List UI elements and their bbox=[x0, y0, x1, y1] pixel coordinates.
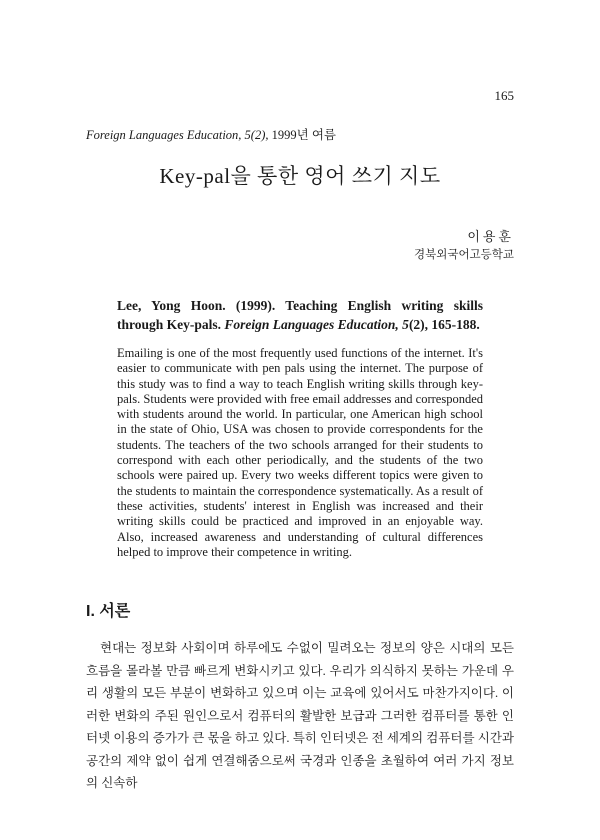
author-name: 이용훈 bbox=[467, 229, 514, 244]
paper-title: Key-pal을 통한 영어 쓰기 지도 bbox=[159, 164, 441, 188]
citation-journal: Foreign Languages Education, 5 bbox=[224, 317, 409, 332]
page-number: 165 bbox=[494, 88, 514, 103]
citation bbox=[117, 296, 483, 334]
journal-header bbox=[86, 125, 336, 143]
citation-authors-title: Lee, Yong Hoon. (1999). Teaching English writing skills through Key-pals. bbox=[117, 298, 483, 332]
section-heading: I. 서론 bbox=[86, 603, 131, 620]
journal-name: Foreign Languages Education, 5(2), bbox=[86, 128, 272, 142]
section-body: 현대는 정보화 사회이며 하루에도 수없이 밀려오는 정보의 양은 시대의 모든 흐름을 몰라볼 만큼 빠르게 변화시키고 있다. 우리가 의식하지 못하는 가운데 우리 생활의 모든 부분이 변화하고 있으며 이는 교육에 있어서도 마찬가지이다. 이러한 변화의 주된 원인으로서 컴퓨터의 활발한 보급과 그러한 컴퓨터를 통한 인터넷 이용의 증가가 큰 몫을 하고 있다. 특히 인터넷은 전 세계의 컴퓨터를 시간과 공간의 제약 없이 쉽게 연결해줌으로써 국경과 인종을 초월하여 여러 가지 정보의 신속하 bbox=[86, 641, 514, 790]
abstract: Emailing is one of the most frequently used functions of the internet. It's easier to communicate with pen pals using the internet. The purpose of this study was to find a way to teach English writing skills through key-pals. Students were provided with free email addresses and corresponded with students around the world. In particular, one American high school in the state of Ohio, USA was chosen to provide correspondents for the students. The teachers of the two schools arranged for their students to correspond with each other periodically, and the students of the two schools were paired up. Every two weeks different topics were given to the students to maintain the correspondence systematically. As a result of these activities, students' interest in English was increased and their writing skills could be practiced and improved in an enjoyable way. Also, increased awareness and understanding of cultural differences helped to improve their competence in writing. bbox=[117, 346, 483, 559]
citation-pages: (2), 165-188. bbox=[408, 317, 480, 332]
journal-year: 1999년 여름 bbox=[271, 128, 336, 142]
author-affiliation: 경북외국어고등학교 bbox=[414, 249, 514, 261]
